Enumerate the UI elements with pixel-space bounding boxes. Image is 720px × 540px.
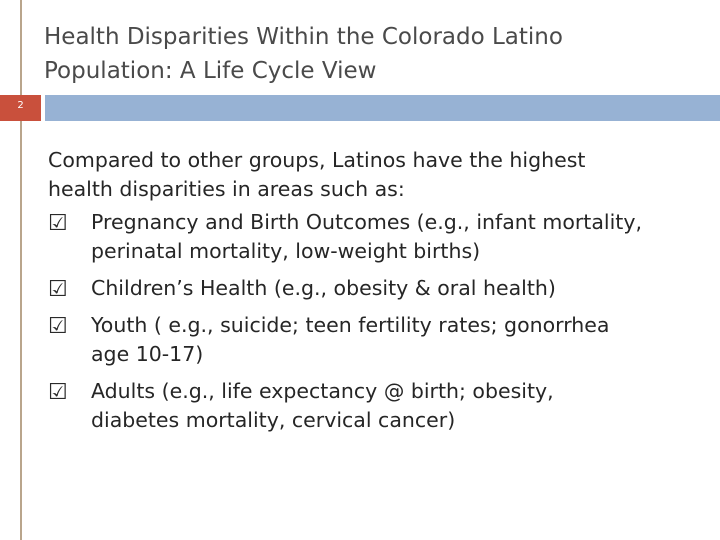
intro-line: health disparities in areas such as: — [48, 177, 405, 201]
intro-line: Compared to other groups, Latinos have the highest — [48, 148, 586, 172]
bullet-line: Adults (e.g., life expectancy @ birth; obesity, — [91, 379, 554, 403]
checkbox-checked-icon: ☑ — [48, 380, 68, 405]
bullet-text — [48, 377, 708, 435]
bullet-line: diabetes mortality, cervical cancer) — [91, 408, 456, 432]
bullet-list — [48, 208, 708, 435]
slide-title-line: Population: A Life Cycle View — [44, 58, 377, 84]
checkbox-checked-icon: ☑ — [48, 211, 68, 236]
bullet-item — [48, 311, 708, 369]
slide-title-line: Health Disparities Within the Colorado Latino — [44, 24, 563, 50]
checkbox-checked-icon: ☑ — [48, 277, 68, 302]
bullet-line: age 10-17) — [91, 342, 204, 366]
bullet-line: Children’s Health (e.g., obesity & oral health) — [91, 276, 556, 300]
checkbox-checked-icon: ☑ — [48, 314, 68, 339]
intro-text — [48, 146, 708, 204]
header-band — [45, 95, 720, 121]
bullet-item — [48, 377, 708, 435]
bullet-text — [48, 311, 708, 369]
bullet-line: Youth ( e.g., suicide; teen fertility rates; gonorrhea — [91, 313, 610, 337]
slide-title — [44, 20, 684, 88]
bullet-text — [48, 208, 708, 266]
bullet-line: Pregnancy and Birth Outcomes (e.g., infant mortality, — [91, 210, 642, 234]
bullet-text — [48, 274, 708, 303]
bullet-item — [48, 208, 708, 266]
bullet-line: perinatal mortality, low-weight births) — [91, 239, 481, 263]
slide-number: 2 — [17, 100, 24, 111]
bullet-item — [48, 274, 708, 303]
vertical-rule — [20, 0, 22, 540]
slide-body — [48, 146, 708, 443]
